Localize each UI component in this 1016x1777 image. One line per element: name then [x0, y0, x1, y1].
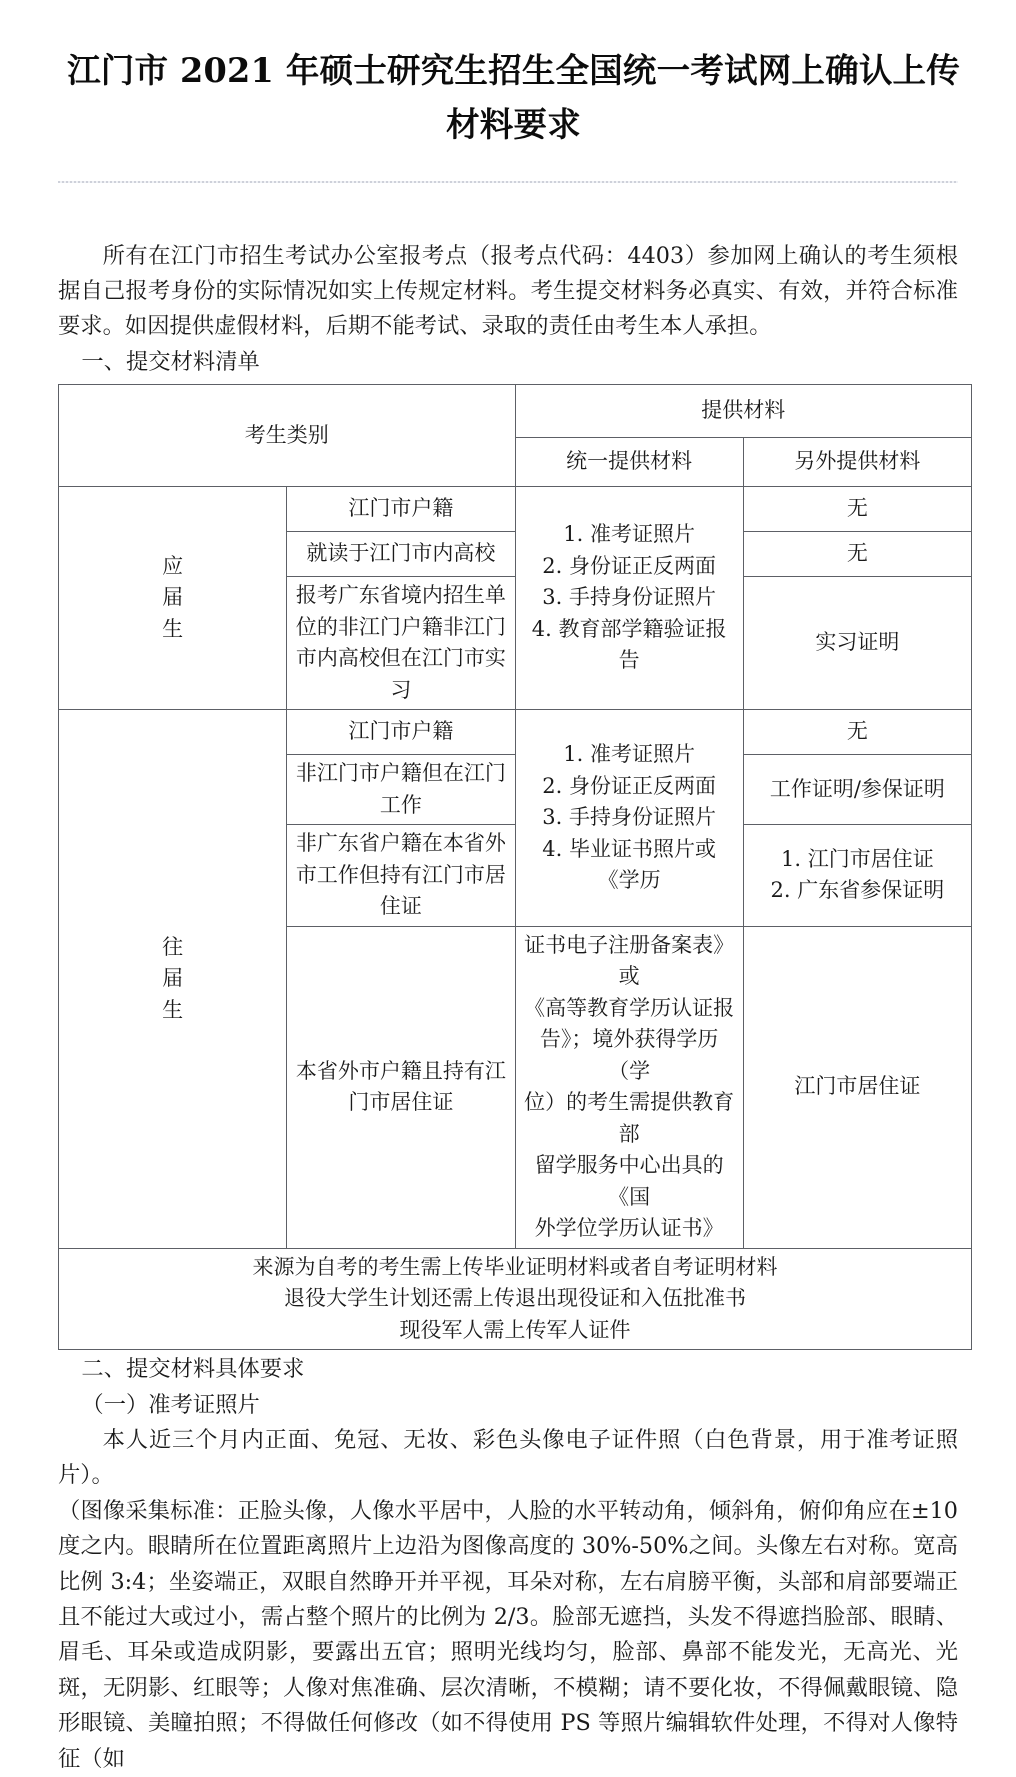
extra-item: 2. 广东省参保证明 [770, 878, 945, 903]
section-one-heading: 一、提交材料清单 [81, 348, 260, 375]
footer-note: 来源为自考的考生需上传毕业证明材料或者自考证明材料 [252, 1254, 778, 1279]
group-label-yingjiesheng [59, 487, 287, 710]
footer-note: 退役大学生计划还需上传退出现役证和入伍批准书 [284, 1286, 746, 1311]
intro-paragraph: 所有在江门市招生考试办公室报考点（报考点代码：4403）参加网上确认的考生须根据自己报考身份的实际情况如实上传规定材料。考生提交材料务必真实、有效，并符合标准要求。如因提供虚假材料，后期不能考试、录取的责任由考生本人承担。 [58, 242, 958, 340]
table-row [59, 710, 972, 755]
title-divider [58, 181, 958, 183]
section-two-heading: 二、提交材料具体要求 [81, 1356, 305, 1383]
photo-requirements-paragraph-2: （图像采集标准：正脸头像，人像水平居中，人脸的水平转动角，倾斜角，俯仰角应在±10度之内。眼睛所在位置距离照片上边沿为图像高度的 30%-50%之间。头像左右对称。宽高比例 3:4；坐姿端正，双眼自然睁开并平视，耳朵对称，左右肩膀平衡，头部和肩部要端正且不能过大或过小，需占整个照片的比例为 2/3。脸部无遮挡，头发不得遮挡脸部、眼睛、眉毛、耳朵或造成阴影，要露出五官；照明光线均匀，脸部、鼻部不能发光，无高光、光斑，无阴影、红眼等；人像对焦准确、层次清晰，不模糊；请不要化妆，不得佩戴眼镜、隐形眼镜、美瞳拍照；不得做任何修改（如不得使用 PS 等照片编辑软件处理，不得对人像特征（如 [58, 1497, 958, 1772]
header-uniform-materials: 统一提供材料 [515, 438, 743, 487]
category-cell: 江门市户籍 [287, 487, 515, 532]
material-item: 告》；境外获得学历（学 [539, 1027, 719, 1083]
category-cell: 报考广东省境内招生单位的非江门户籍非江门市内高校但在江门市实习 [287, 577, 515, 710]
table-footer-row [59, 1248, 972, 1350]
label-char: 生 [162, 997, 184, 1022]
category-cell: 江门市户籍 [287, 710, 515, 755]
label-char: 届 [162, 966, 184, 991]
category-cell: 非江门市户籍但在江门工作 [287, 755, 515, 825]
label-char: 往 [162, 934, 184, 959]
extra-materials-cell: 实习证明 [743, 577, 971, 710]
photo-requirements-paragraph-1: 本人近三个月内正面、免冠、无妆、彩色头像电子证件照（白色背景，用于准考证照片）。 [58, 1426, 958, 1489]
category-cell: 就读于江门市内高校 [287, 532, 515, 577]
material-item: 4. 教育部学籍验证报告 [531, 616, 727, 673]
materials-table [58, 384, 972, 1350]
category-cell: 非广东省户籍在本省外市工作但持有江门市居住证 [287, 825, 515, 927]
material-item: 1. 准考证照片 [563, 742, 695, 767]
extra-materials-cell: 无 [743, 487, 971, 532]
extra-item: 1. 江门市居住证 [781, 846, 934, 871]
header-category: 考生类别 [59, 385, 516, 487]
material-item: 证书电子注册备案表》或 [524, 932, 735, 989]
extra-materials-cell: 江门市居住证 [743, 926, 971, 1248]
subsection-one-heading: （一）准考证照片 [81, 1391, 260, 1418]
material-item: 留学服务中心出具的《国 [534, 1153, 724, 1209]
extra-materials-cell [743, 825, 971, 927]
material-item: 2. 身份证正反两面 [542, 553, 716, 578]
material-item: 《高等教育学历认证报 [524, 995, 735, 1020]
label-char: 生 [162, 616, 184, 641]
page-title: 江门市 2021 年硕士研究生招生全国统一考试网上确认上传材料要求 [67, 51, 960, 145]
uniform-materials-cell [515, 487, 743, 710]
header-materials: 提供材料 [515, 385, 972, 438]
header-extra-materials: 另外提供材料 [743, 438, 971, 487]
extra-materials-cell: 无 [743, 532, 971, 577]
material-item: 4. 毕业证书照片或《学历 [542, 836, 716, 893]
table-row [59, 487, 972, 532]
table-footer-notes [59, 1248, 972, 1350]
material-item: 1. 准考证照片 [563, 522, 695, 547]
uniform-materials-cell-continued [515, 926, 743, 1248]
label-char: 应 [162, 553, 184, 578]
requirements-section [58, 1352, 958, 1777]
extra-materials-cell: 工作证明/参保证明 [743, 755, 971, 825]
category-cell: 本省外市户籍且持有江门市居住证 [287, 926, 515, 1248]
group-label-wangjiesheng [59, 710, 287, 1249]
label-char: 届 [162, 585, 184, 610]
material-item: 3. 手持身份证照片 [542, 805, 716, 830]
material-item: 3. 手持身份证照片 [542, 585, 716, 610]
material-item: 2. 身份证正反两面 [542, 773, 716, 798]
footer-note: 现役军人需上传军人证件 [399, 1317, 631, 1342]
material-item: 位）的考生需提供教育部 [524, 1090, 735, 1146]
extra-materials-cell: 无 [743, 710, 971, 755]
material-item: 外学位学历认证书》 [534, 1216, 724, 1241]
table-header-row-top [59, 385, 972, 438]
uniform-materials-cell [515, 710, 743, 927]
